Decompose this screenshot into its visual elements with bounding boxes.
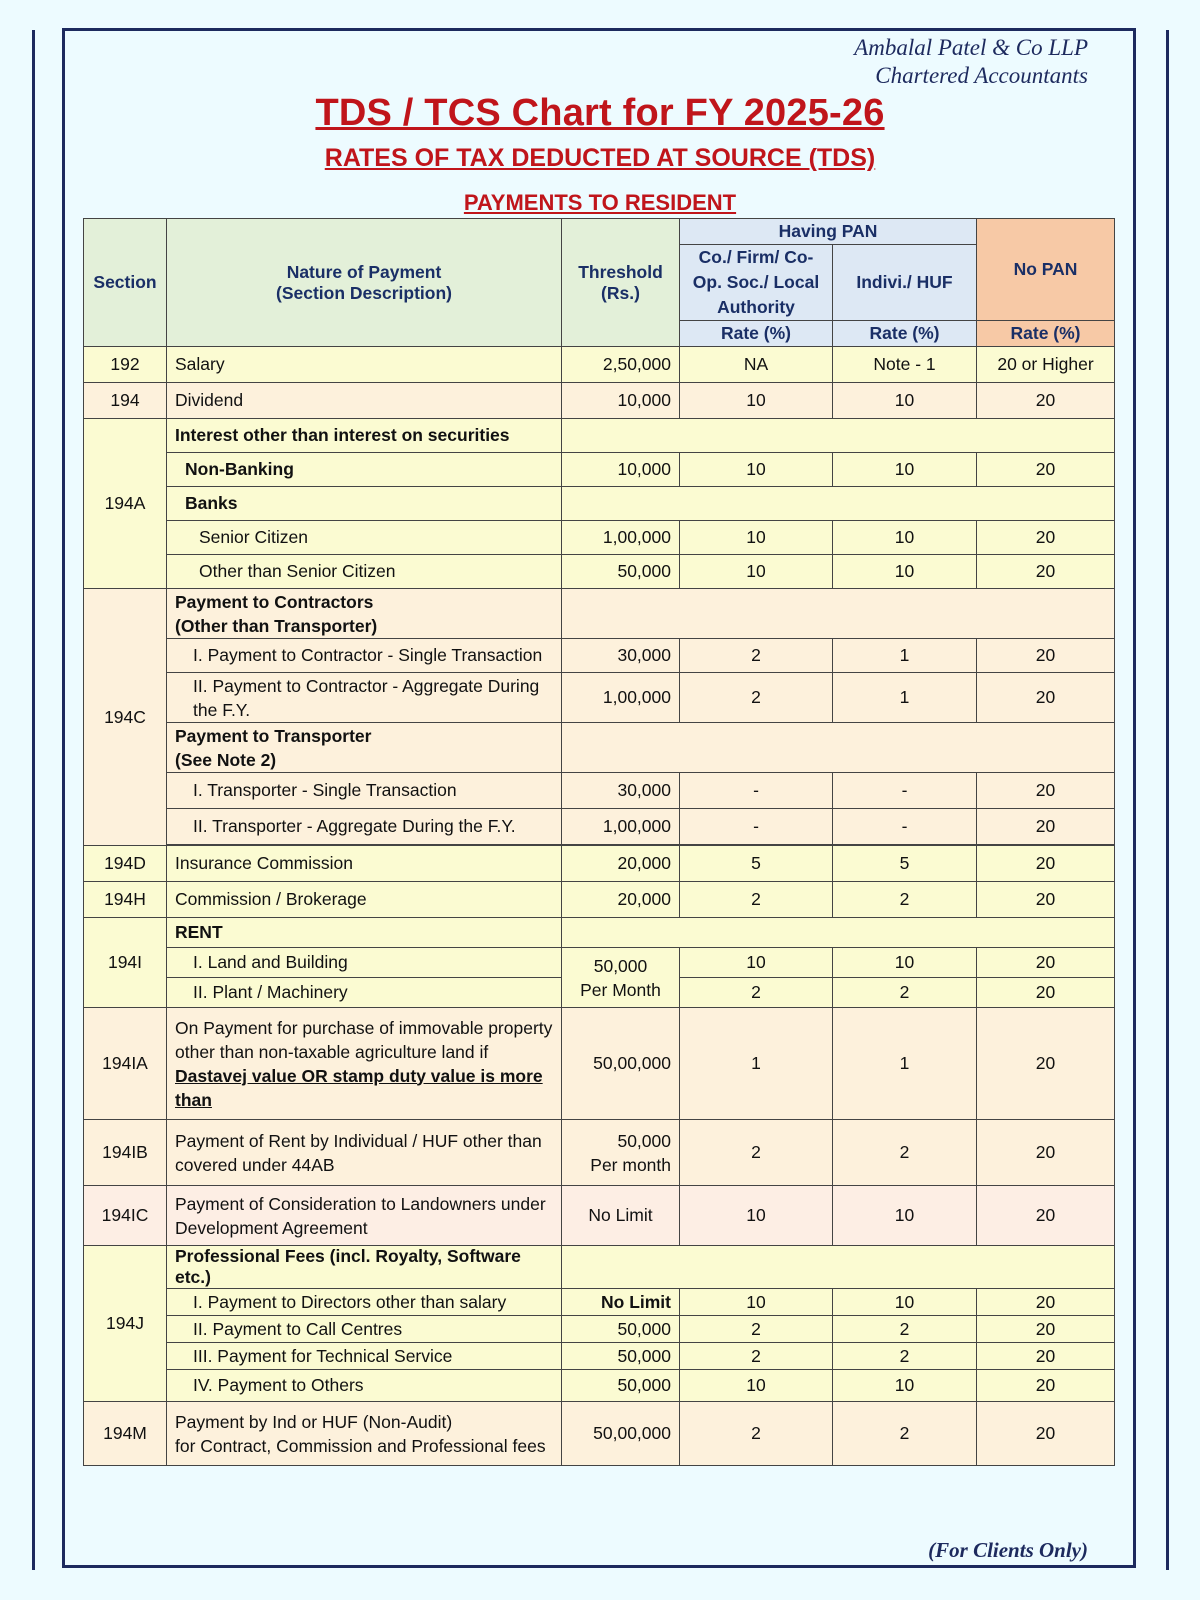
threshold-cell: 50,000 Per Month: [562, 948, 680, 1008]
rate-co-cell: 2: [680, 639, 833, 673]
rate-co-cell: 10: [680, 1186, 833, 1246]
empty-span: [562, 918, 1115, 948]
threshold-cell: 30,000: [562, 773, 680, 809]
threshold-cell: 1,00,000: [562, 673, 680, 723]
rate-ind-cell: 10: [833, 948, 977, 978]
threshold-cell: 20,000: [562, 846, 680, 882]
rate-ind-cell: 2: [833, 882, 977, 918]
section-cell: 194IA: [84, 1008, 167, 1120]
threshold-cell: 50,000: [562, 555, 680, 589]
header-indiv: Indivi./ HUF: [833, 245, 977, 321]
rate-nopan-cell: 20: [977, 1120, 1115, 1186]
rate-ind-cell: 1: [833, 1008, 977, 1120]
nature-cell: Senior Citizen: [167, 521, 562, 555]
rate-nopan-cell: 20: [977, 978, 1115, 1008]
threshold-cell: 50,000: [562, 1343, 680, 1370]
rate-co-cell: 10: [680, 383, 833, 419]
rate-nopan-cell: 20: [977, 1186, 1115, 1246]
table-row: [84, 383, 1115, 419]
rate-co-cell: 2: [680, 1316, 833, 1343]
rate-ind-cell: 5: [833, 846, 977, 882]
section-cell: 194H: [84, 882, 167, 918]
header-no-pan: No PAN: [977, 219, 1115, 321]
section-cell: 194IB: [84, 1120, 167, 1186]
table-row: [84, 555, 1115, 589]
table-row: [84, 1316, 1115, 1343]
rate-nopan-cell: 20: [977, 1343, 1115, 1370]
nature-cell: I. Payment to Directors other than salary: [167, 1289, 562, 1316]
rate-nopan-cell: 20: [977, 555, 1115, 589]
table-row: [84, 521, 1115, 555]
rate-ind-cell: 2: [833, 1120, 977, 1186]
table-row: [84, 723, 1115, 773]
rate-co-cell: 10: [680, 555, 833, 589]
threshold-cell: 20,000: [562, 882, 680, 918]
section-heading: PAYMENTS TO RESIDENT: [463, 190, 737, 215]
nature-heading: Banks: [167, 487, 562, 521]
rate-co-cell: 2: [680, 1402, 833, 1466]
rate-nopan-cell: 20: [977, 1008, 1115, 1120]
rate-co-cell: 10: [680, 1370, 833, 1402]
nature-cell: Dividend: [167, 383, 562, 419]
threshold-cell: No Limit: [562, 1289, 680, 1316]
rate-nopan-cell: 20: [977, 453, 1115, 487]
left-border-line: [32, 30, 35, 1570]
table-row: [84, 487, 1115, 521]
nature-cell: Other than Senior Citizen: [167, 555, 562, 589]
header-having-pan: Having PAN: [680, 219, 977, 245]
rate-co-cell: 5: [680, 846, 833, 882]
nature-cell: II. Payment to Contractor - Aggregate During the F.Y.: [167, 673, 562, 723]
rate-co-cell: -: [680, 809, 833, 845]
rate-ind-cell: 10: [833, 521, 977, 555]
threshold-cell: 10,000: [562, 453, 680, 487]
rate-co-cell: NA: [680, 347, 833, 383]
rate-ind-cell: 10: [833, 383, 977, 419]
rate-ind-cell: 10: [833, 1186, 977, 1246]
threshold-cell: 2,50,000: [562, 347, 680, 383]
threshold-cell: 50,000: [562, 1316, 680, 1343]
section-cell: 194J: [84, 1246, 167, 1402]
rate-ind-cell: 2: [833, 1343, 977, 1370]
rate-co-cell: 10: [680, 521, 833, 555]
nature-cell: III. Payment for Technical Service: [167, 1343, 562, 1370]
nature-heading: Payment to Transporter (See Note 2): [167, 723, 562, 773]
rate-ind-cell: 10: [833, 1370, 977, 1402]
rate-ind-cell: 2: [833, 1402, 977, 1466]
rate-co-cell: 2: [680, 978, 833, 1008]
table-row: [84, 809, 1115, 845]
firm-name: Ambalal Patel & Co LLP: [854, 35, 1088, 60]
rate-nopan-cell: 20: [977, 1289, 1115, 1316]
table-row: [84, 419, 1115, 453]
nature-heading: Interest other than interest on securities: [167, 419, 562, 453]
table-row: [84, 773, 1115, 809]
section-cell: 194: [84, 383, 167, 419]
header-nature: Nature of Payment (Section Description): [167, 219, 562, 347]
rate-ind-cell: Note - 1: [833, 347, 977, 383]
threshold-cell: 50,00,000: [562, 1402, 680, 1466]
rate-ind-cell: 2: [833, 978, 977, 1008]
table-row: [84, 673, 1115, 723]
table-row: [84, 1120, 1115, 1186]
table-row: [84, 639, 1115, 673]
header-rate-nopan: Rate (%): [977, 321, 1115, 347]
nature-cell: Payment of Rent by Individual / HUF other than covered under 44AB: [167, 1120, 562, 1186]
threshold-cell: 30,000: [562, 639, 680, 673]
table-row: [84, 918, 1115, 948]
rate-nopan-cell: 20: [977, 521, 1115, 555]
threshold-cell: 10,000: [562, 383, 680, 419]
rate-co-cell: 10: [680, 1289, 833, 1316]
nature-cell: I. Transporter - Single Transaction: [167, 773, 562, 809]
right-border-line: [1166, 30, 1169, 1570]
rate-ind-cell: 1: [833, 673, 977, 723]
rate-ind-cell: 10: [833, 555, 977, 589]
header-rate-ind: Rate (%): [833, 321, 977, 347]
table-row: [84, 1343, 1115, 1370]
firm-block: [854, 34, 1088, 90]
rate-ind-cell: -: [833, 809, 977, 845]
rate-nopan-cell: 20: [977, 809, 1115, 845]
page-subtitle: RATES OF TAX DEDUCTED AT SOURCE (TDS): [324, 144, 876, 172]
empty-span: [562, 589, 1115, 639]
table-row: [84, 1008, 1115, 1120]
rate-ind-cell: -: [833, 773, 977, 809]
table-row: [84, 882, 1115, 918]
rate-nopan-cell: 20: [977, 1316, 1115, 1343]
section-cell: 194M: [84, 1402, 167, 1466]
nature-cell: On Payment for purchase of immovable property other than non-taxable agriculture land if Dastavej value OR stamp duty value is more than: [167, 1008, 562, 1120]
rate-nopan-cell: 20: [977, 673, 1115, 723]
threshold-cell: 1,00,000: [562, 809, 680, 845]
table-row: [84, 1402, 1115, 1466]
firm-tagline: Chartered Accountants: [875, 63, 1088, 88]
nature-cell: Payment by Ind or HUF (Non-Audit) for Contract, Commission and Professional fees: [167, 1402, 562, 1466]
rate-nopan-cell: 20: [977, 948, 1115, 978]
nature-heading: Payment to Contractors (Other than Transporter): [167, 589, 562, 639]
rate-co-cell: 2: [680, 1120, 833, 1186]
nature-heading: Professional Fees (incl. Royalty, Software etc.): [167, 1246, 562, 1289]
rate-ind-cell: 2: [833, 1316, 977, 1343]
nature-cell: I. Payment to Contractor - Single Transaction: [167, 639, 562, 673]
nature-cell: IV. Payment to Others: [167, 1370, 562, 1402]
nature-cell: Payment of Consideration to Landowners under Development Agreement: [167, 1186, 562, 1246]
rate-nopan-cell: 20: [977, 846, 1115, 882]
table-row: [84, 948, 1115, 978]
section-cell: 192: [84, 347, 167, 383]
nature-cell: I. Land and Building: [167, 948, 562, 978]
rate-nopan-cell: 20: [977, 1402, 1115, 1466]
table-row: [84, 589, 1115, 639]
section-cell: 194D: [84, 846, 167, 882]
header-threshold: Threshold (Rs.): [562, 219, 680, 347]
rate-ind-cell: 10: [833, 1289, 977, 1316]
nature-cell: II. Transporter - Aggregate During the F.Y.: [167, 809, 562, 845]
nature-cell: Insurance Commission: [167, 846, 562, 882]
table-row: [84, 453, 1115, 487]
section-cell: 194IC: [84, 1186, 167, 1246]
rate-co-cell: 1: [680, 1008, 833, 1120]
rate-ind-cell: 1: [833, 639, 977, 673]
nature-cell: II. Plant / Machinery: [167, 978, 562, 1008]
table-row: [84, 1246, 1115, 1289]
empty-span: [562, 419, 1115, 453]
nature-heading: RENT: [167, 918, 562, 948]
nature-cell: Salary: [167, 347, 562, 383]
empty-span: [562, 723, 1115, 773]
empty-span: [562, 487, 1115, 521]
rate-nopan-cell: 20: [977, 882, 1115, 918]
section-cell: 194C: [84, 589, 167, 846]
rate-nopan-cell: 20 or Higher: [977, 347, 1115, 383]
header-section: Section: [84, 219, 167, 347]
rate-co-cell: 2: [680, 673, 833, 723]
table-row: [84, 1186, 1115, 1246]
rate-co-cell: -: [680, 773, 833, 809]
rate-nopan-cell: 20: [977, 773, 1115, 809]
threshold-cell: 50,000: [562, 1370, 680, 1402]
table-row: [84, 347, 1115, 383]
rate-nopan-cell: 20: [977, 383, 1115, 419]
threshold-cell: 1,00,000: [562, 521, 680, 555]
rate-nopan-cell: 20: [977, 1370, 1115, 1402]
footer-note: (For Clients Only): [928, 1538, 1088, 1562]
header-rate-co: Rate (%): [680, 321, 833, 347]
section-cell: 194A: [84, 419, 167, 589]
empty-span: [562, 1246, 1115, 1289]
tds-rate-table: [83, 218, 1115, 1466]
table-row: [84, 1289, 1115, 1316]
nature-cell: Non-Banking: [167, 453, 562, 487]
rate-co-cell: 10: [680, 453, 833, 487]
rate-ind-cell: 10: [833, 453, 977, 487]
threshold-cell: 50,000 Per month: [562, 1120, 680, 1186]
nature-cell: II. Payment to Call Centres: [167, 1316, 562, 1343]
threshold-cell: 50,00,000: [562, 1008, 680, 1120]
section-cell: 194I: [84, 918, 167, 1008]
page-title: TDS / TCS Chart for FY 2025-26: [315, 92, 885, 134]
threshold-cell: No Limit: [562, 1186, 680, 1246]
rate-co-cell: 2: [680, 882, 833, 918]
rate-co-cell: 2: [680, 1343, 833, 1370]
rate-nopan-cell: 20: [977, 639, 1115, 673]
table-row: [84, 1370, 1115, 1402]
rate-co-cell: 10: [680, 948, 833, 978]
nature-cell: Commission / Brokerage: [167, 882, 562, 918]
table-row: [84, 846, 1115, 882]
header-co-firm: Co./ Firm/ Co-Op. Soc./ Local Authority: [680, 245, 833, 321]
